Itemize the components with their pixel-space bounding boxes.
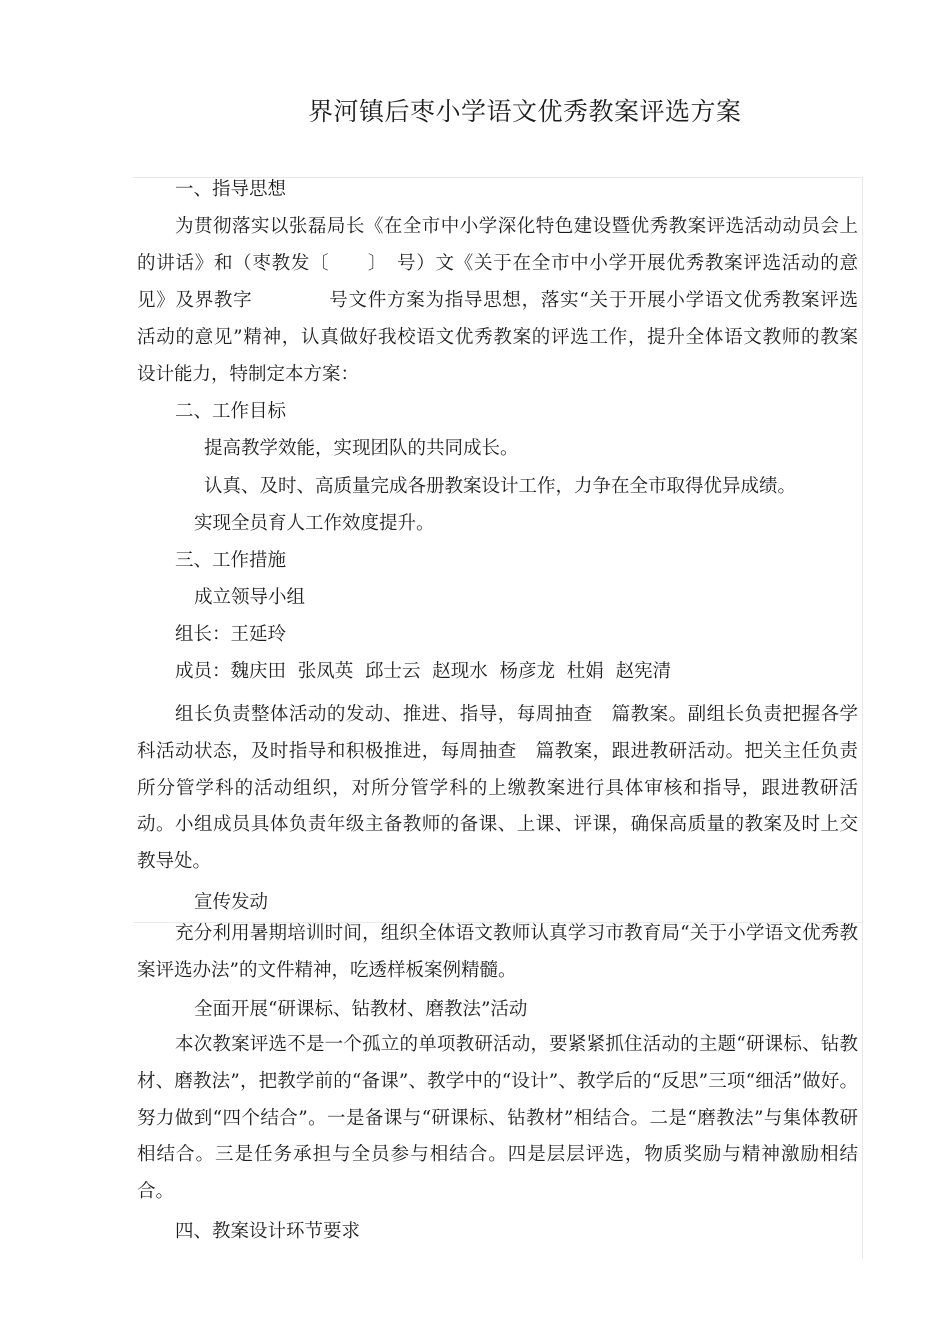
goal-item: 认真、及时、高质量完成各册教案设计工作，力争在全市取得优异成绩。	[204, 476, 797, 497]
subheading-activity: 全面开展“研课标、钻教材、磨教法”活动	[194, 999, 528, 1020]
section-heading-guiding-ideology: 一、指导思想	[175, 179, 287, 200]
duties-paragraph: 组长负责整体活动的发动、推进、指导，每周抽查 篇教案。副组长负责把握各学科活动状态，及时指导和积极推进，每周抽查 篇教案，跟进教研活动。把关主任负责所分管学科的活动组织，对所分管学科的上缴教案进行具体审核和指导，跟进教研活动。小组成员具体负责年级主备教师的备课、上课、评课，确保高质量的教案及时上交教导处。	[137, 704, 858, 873]
goal-item: 提高教学效能，实现团队的共同成长。	[204, 438, 519, 459]
paragraph-line: 的讲话》和（枣教发〔 〕 号）文《关于在全市中小学开展优秀教案评选活动的意	[137, 253, 858, 274]
group-leader: 组长：王延玲	[175, 624, 287, 645]
subheading-publicity: 宣传发动	[194, 892, 269, 913]
right-divider	[862, 177, 863, 1259]
paragraph-line: 活动的意见”精神，认真做好我校语文优秀教案的评选工作，提升全体语文教师的教案	[137, 327, 858, 348]
paragraph-line: 设计能力，特制定本方案：	[137, 364, 360, 385]
publicity-paragraph: 充分利用暑期培训时间，组织全体语文教师认真学习市教育局“关于小学语文优秀教案评选办法”的文件精神，吃透样板案例精髓。	[137, 923, 858, 981]
paragraph-line: 见》及界教字 号文件方案为指导思想，落实“关于开展小学语文优秀教案评选	[137, 290, 858, 311]
activity-paragraph: 本次教案评选不是一个孤立的单项教研活动，要紧紧抓住活动的主题“研课标、钻教材、磨教法”，把教学前的“备课”、教学中的“设计”、教学后的“反思”三项“细活”做好。努力做到“四个结合”。一是备课与“研课标、钻教材”相结合。二是“磨教法”与集体教研相结合。三是任务承担与全员参与相结合。四是层层评选，物质奖励与精神激励相结合。	[137, 1034, 858, 1203]
section-heading-lesson-plan-requirements: 四、教案设计环节要求	[175, 1221, 361, 1242]
goal-item: 实现全员育人工作效度提升。	[194, 513, 435, 534]
document-title: 界河镇后枣小学语文优秀教案评选方案	[308, 97, 742, 126]
subheading-leadership-group: 成立领导小组	[194, 587, 306, 608]
paragraph-line: 为贯彻落实以张磊局长《在全市中小学深化特色建设暨优秀教案评选活动动员会上	[175, 216, 858, 237]
section-heading-work-measures: 三、工作措施	[175, 550, 287, 571]
group-members: 成员：魏庆田 张凤英 邱士云 赵现水 杨彦龙 杜娟 赵宪清	[175, 661, 672, 682]
section-heading-work-goals: 二、工作目标	[175, 401, 287, 422]
